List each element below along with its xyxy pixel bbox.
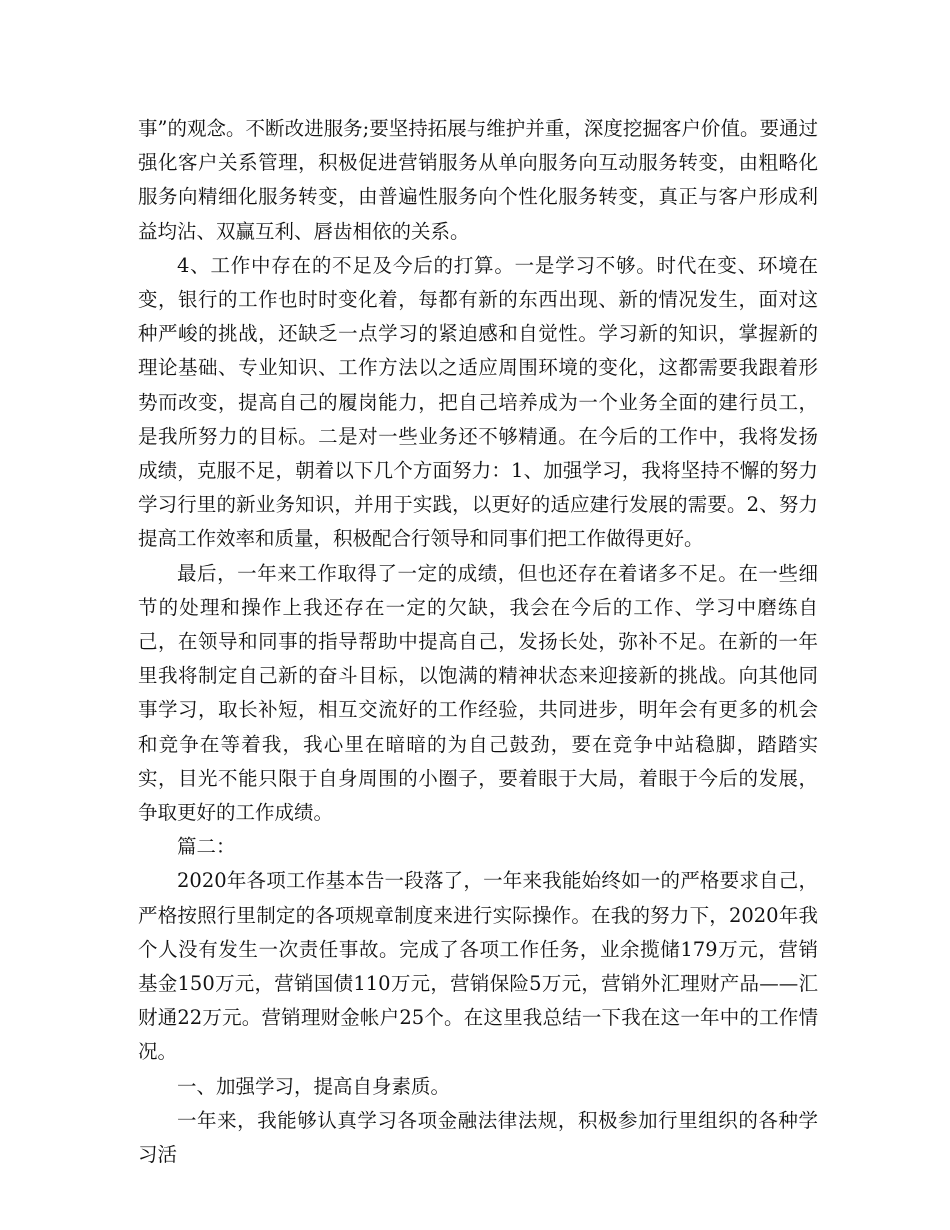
paragraph-shortcomings-plans: 4、工作中存在的不足及今后的打算。一是学习不够。时代在变、环境在变，银行的工作也时时变化着，每都有新的东西出现、新的情况发生，面对这种严峻的挑战，还缺乏一点学习的紧迫感和自觉性。学习新的知识，掌握新的理论基础、专业知识、工作方法以之适应周围环境的变化，这都需要我跟着形势而改变，提高自己的履岗能力，把自己培养成为一个业务全面的建行员工，是我所努力的目标。二是对一些业务还不够精通。在今后的工作中，我将发扬成绩，克服不足，朝着以下几个方面努力：1、加强学习，我将坚持不懈的努力学习行里的新业务知识，并用于实践，以更好的适应建行发展的需要。2、努力提高工作效率和质量，积极配合行领导和同事们把工作做得更好。: [138, 253, 818, 551]
paragraph-conclusion: 最后，一年来工作取得了一定的成绩，但也还存在着诸多不足。在一些细节的处理和操作上我还存在一定的欠缺，我会在今后的工作、学习中磨练自己，在领导和同事的指导帮助中提高自己，发扬长处，弥补不足。在新的一年里我将制定自己新的奋斗目标，以饱满的精神状态来迎接新的挑战。向其他同事学习，取长补短，相互交流好的工作经验，共同进步，明年会有更多的机会和竞争在等着我，我心里在暗暗的为自己鼓劲，要在竞争中站稳脚，踏踏实实，目光不能只限于自身周围的小圈子，要着眼于大局，着眼于今后的发展，争取更好的工作成绩。: [138, 561, 818, 825]
heading-strengthen-learning: 一、加强学习，提高自身素质。: [177, 1074, 451, 1098]
paragraph-service-concept: 事”的观念。不断改进服务;要坚持拓展与维护并重，深度挖掘客户价值。要通过强化客户关系管理，积极促进营销服务从单向服务向互动服务转变，由粗略化服务向精细化服务转变，由普遍性服务向个性化服务转变，真正与客户形成利益均沾、双赢互利、唇齿相依的关系。: [138, 117, 818, 243]
paragraph-annual-results: 2020年各项工作基本告一段落了，一年来我能始终如一的严格要求自己，严格按照行里制定的各项规章制度来进行实际操作。在我的努力下，2020年我个人没有发生一次责任事故。完成了各项工作任务，业余揽储179万元，营销基金150万元，营销国债110万元，营销保险5万元，营销外汇理财产品——汇财通22万元。营销理财金帐户25个。在这里我总结一下我在这一年中的工作情况。: [138, 869, 818, 1064]
section-heading-part-two: 篇二：: [177, 835, 236, 859]
paragraph-learning-start: 一年来，我能够认真学习各项金融法律法规，积极参加行里组织的各种学习活: [138, 1108, 818, 1167]
document-page: [138, 112, 818, 1172]
